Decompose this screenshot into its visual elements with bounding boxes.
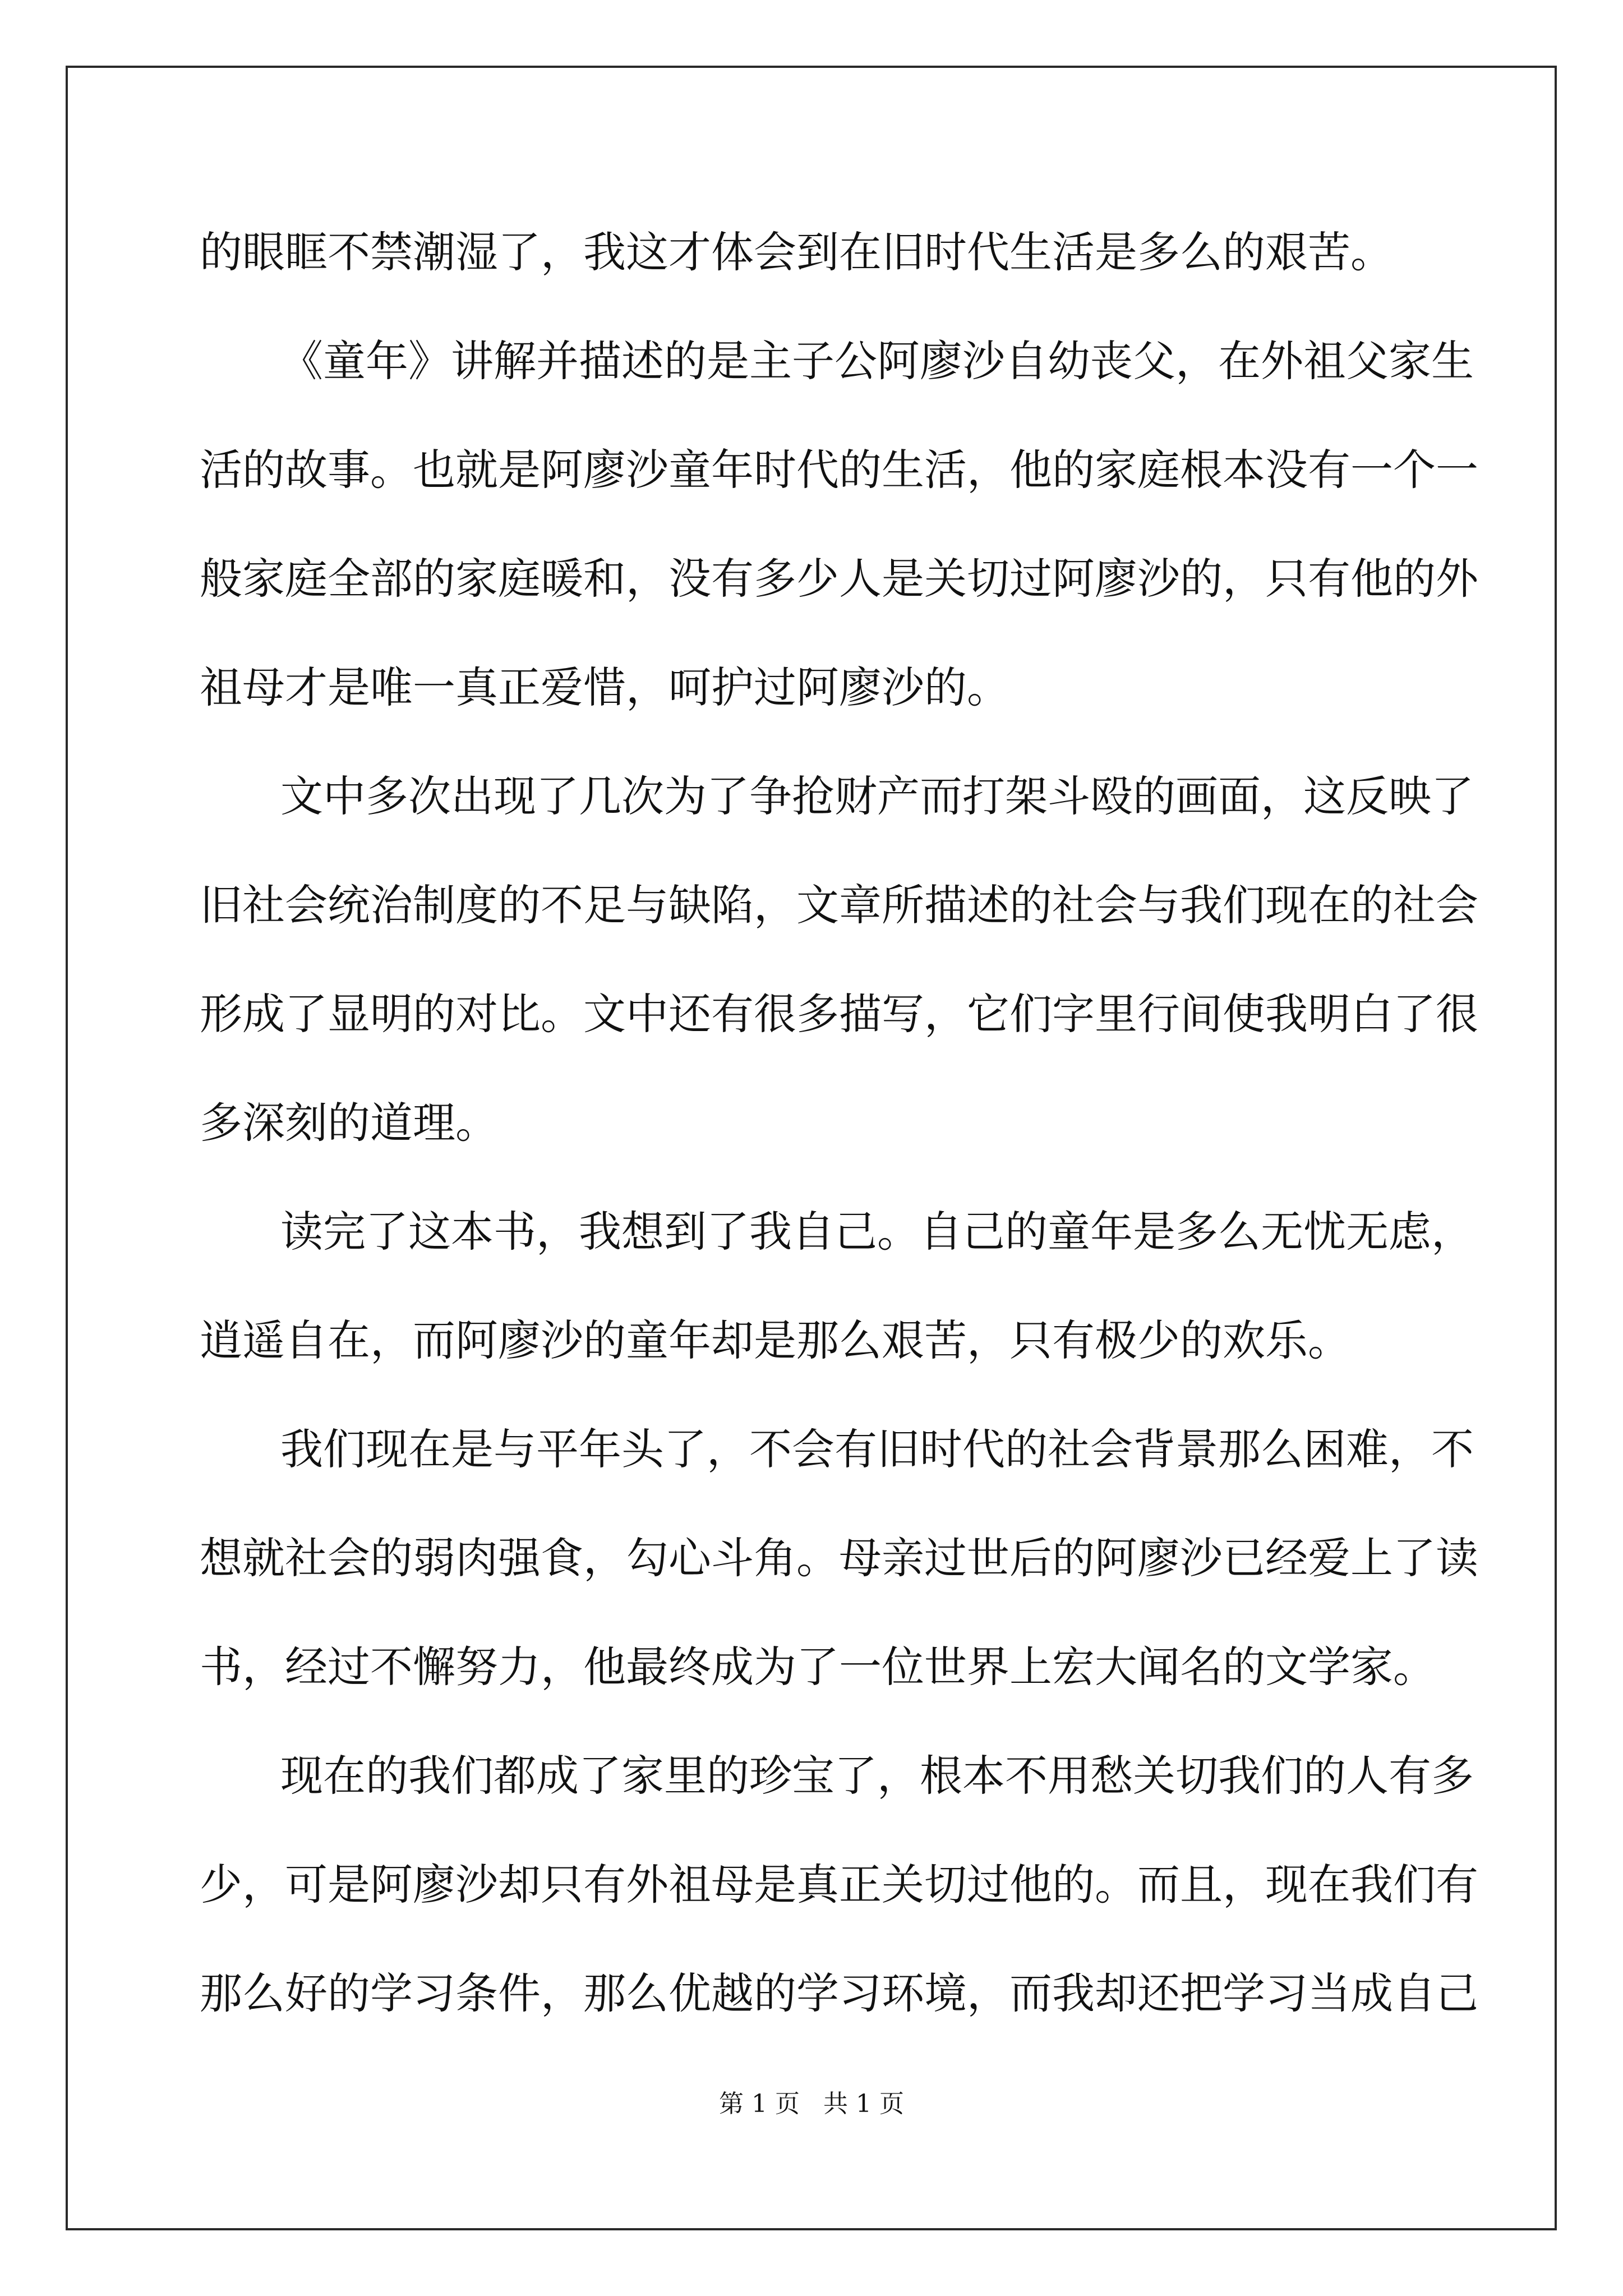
- text-line: 少，可是阿廖沙却只有外祖母是真正关切过他的。而且，现在我们有: [200, 1860, 1478, 1910]
- paragraph-start-line: 文中多次出现了几次为了争抢财产而打架斗殴的画面，这反映了: [280, 771, 1474, 821]
- paragraph-start-line: 读完了这本书，我想到了我自己。自己的童年是多么无忧无虑，: [280, 1207, 1474, 1257]
- text-line: 的眼眶不禁潮湿了，我这才体会到在旧时代生活是多么的艰苦。: [200, 227, 1393, 277]
- paragraph-start-line: 我们现在是与平年头了，不会有旧时代的社会背景那么困难，不: [280, 1424, 1474, 1474]
- text-line: 般家庭全部的家庭暖和，没有多少人是关切过阿廖沙的，只有他的外: [200, 554, 1478, 604]
- text-line: 祖母才是唯一真正爱惜，呵护过阿廖沙的。: [200, 662, 1009, 712]
- text-line: 想就社会的弱肉强食，勾心斗角。母亲过世后的阿廖沙已经爱上了读: [200, 1533, 1478, 1583]
- paragraph-start-line: 现在的我们都成了家里的珍宝了，根本不用愁关切我们的人有多: [280, 1751, 1474, 1801]
- paragraph-start-line: 《童年》讲解并描述的是主子公阿廖沙自幼丧父，在外祖父家生: [280, 336, 1474, 386]
- text-line: 旧社会统治制度的不足与缺陷，文章所描述的社会与我们现在的社会: [200, 880, 1478, 930]
- text-line: 多深刻的道理。: [200, 1098, 498, 1148]
- page-number-footer: 第 1 页 共 1 页: [719, 2090, 904, 2118]
- text-line: 逍遥自在，而阿廖沙的童年却是那么艰苦，只有极少的欢乐。: [200, 1315, 1350, 1365]
- text-line: 书，经过不懈努力，他最终成为了一位世界上宏大闻名的文学家。: [200, 1642, 1436, 1692]
- text-line: 活的故事。也就是阿廖沙童年时代的生活，他的家庭根本没有一个一: [200, 445, 1478, 495]
- text-line: 那么好的学习条件，那么优越的学习环境，而我却还把学习当成自己: [200, 1968, 1478, 2018]
- text-line: 形成了显明的对比。文中还有很多描写，它们字里行间使我明白了很: [200, 989, 1478, 1039]
